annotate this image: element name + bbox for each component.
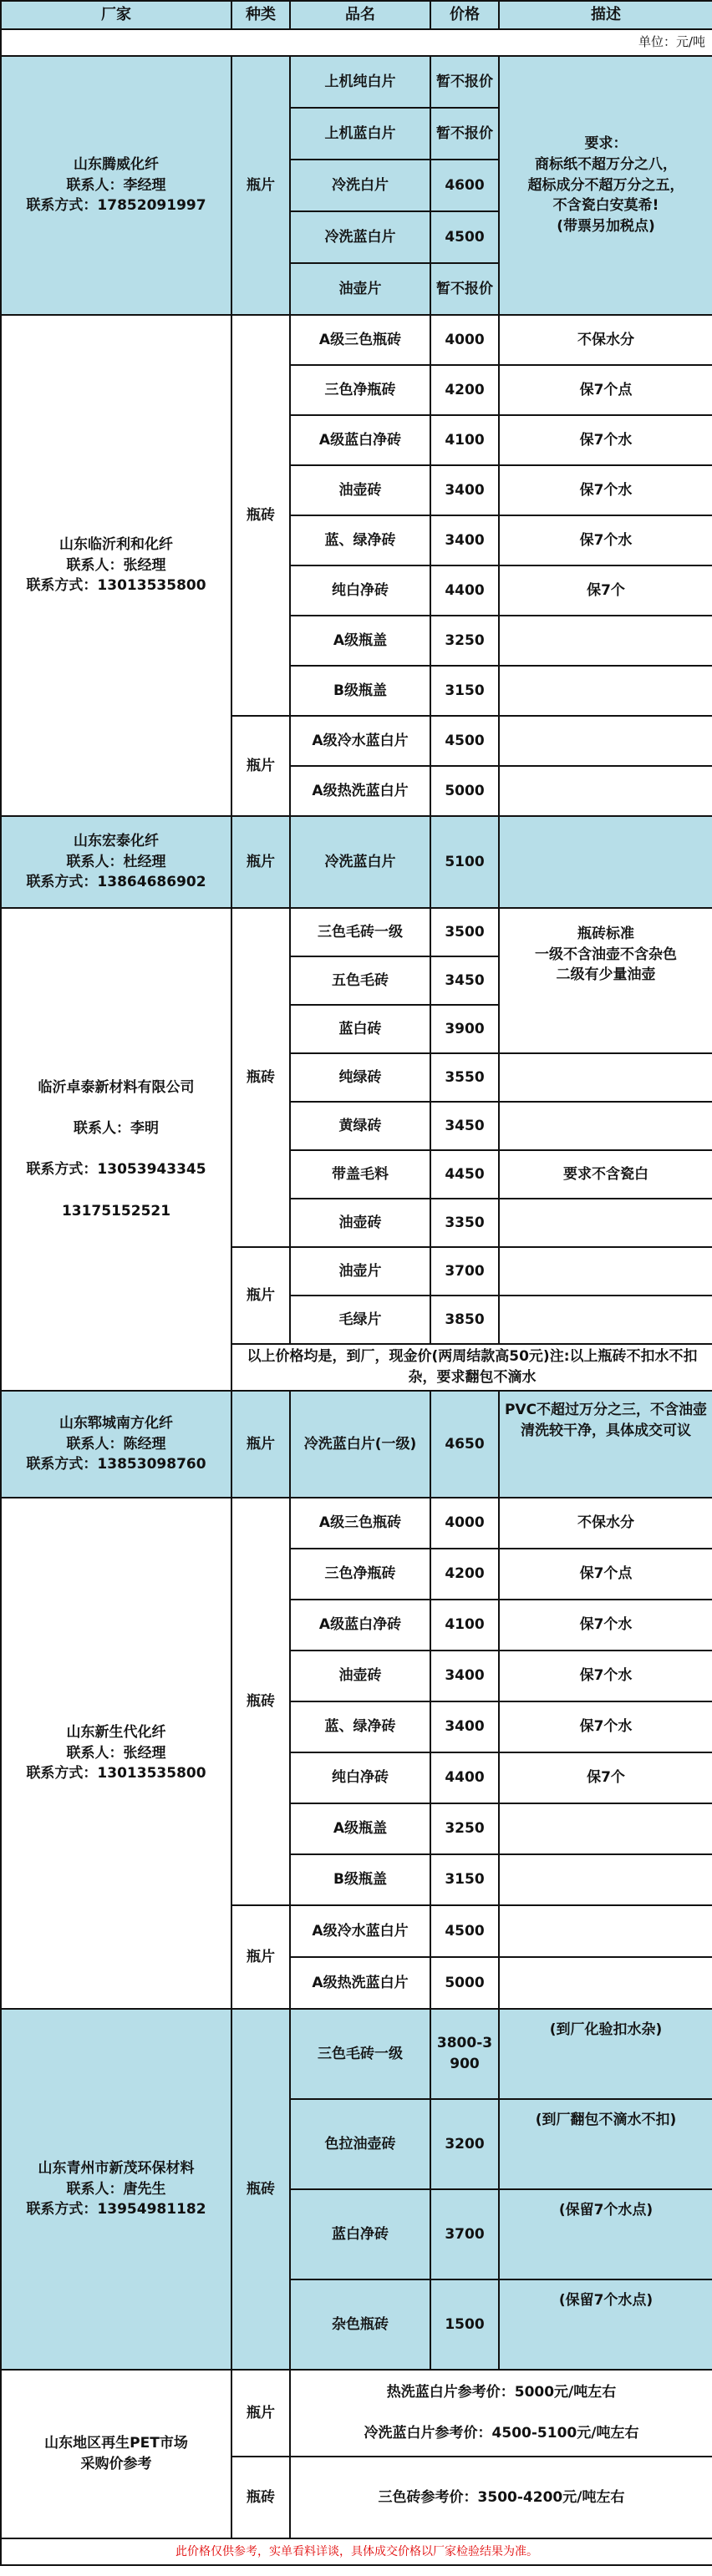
product-name: 冷洗蓝白片 bbox=[290, 816, 430, 908]
factory-name: 山东新生代化纤 bbox=[66, 1724, 166, 1742]
product-name: B级瓶盖 bbox=[290, 666, 430, 716]
product-name: 五色毛砖 bbox=[290, 956, 430, 1005]
factory-name: 山东临沂利和化纤 bbox=[59, 536, 173, 554]
product-price: 3400 bbox=[430, 1701, 499, 1752]
product-name: A级冷水蓝白片 bbox=[290, 716, 430, 766]
table-row bbox=[1, 56, 712, 108]
col-product: 品名 bbox=[290, 1, 430, 29]
product-name: 蓝白砖 bbox=[290, 1005, 430, 1053]
product-desc bbox=[499, 1957, 712, 2009]
product-price: 3700 bbox=[430, 1247, 499, 1296]
reference-price: 冷洗蓝白片参考价：4500-5100元/吨左右 bbox=[364, 2425, 639, 2442]
product-name: B级瓶盖 bbox=[290, 1854, 430, 1905]
factory-cell bbox=[1, 2009, 231, 2370]
product-price: 3500 bbox=[430, 908, 499, 956]
factory-phone: 联系方式：13864686902 bbox=[26, 874, 206, 891]
product-price: 4400 bbox=[430, 565, 499, 616]
product-desc: 保7个水 bbox=[499, 1651, 712, 1701]
unit-row bbox=[1, 29, 712, 56]
table-row bbox=[1, 2370, 712, 2457]
factory-name: 山东宏泰化纤 bbox=[74, 833, 159, 850]
product-desc bbox=[499, 716, 712, 766]
product-price: 4200 bbox=[430, 365, 499, 415]
category-cell: 瓶砖 bbox=[231, 908, 290, 1247]
factory-cell bbox=[1, 908, 231, 1391]
product-desc: (到厂翻包不滴水不扣) bbox=[499, 2099, 712, 2189]
factory-cell bbox=[1, 2370, 231, 2538]
product-price: 3250 bbox=[430, 616, 499, 666]
product-desc: (保留7个水点) bbox=[499, 2279, 712, 2370]
factory-contact: 联系人：杜经理 bbox=[66, 853, 166, 870]
product-name: 油壶砖 bbox=[290, 1651, 430, 1701]
product-name: 杂色瓶砖 bbox=[290, 2279, 430, 2370]
factory-name: 临沂卓泰新材料有限公司 bbox=[38, 1078, 195, 1096]
desc-line: 超标成分不超万分之五， bbox=[527, 176, 684, 194]
product-price: 暂不报价 bbox=[430, 56, 499, 108]
product-name: 蓝、绿净砖 bbox=[290, 1701, 430, 1752]
product-desc: 保7个水 bbox=[499, 465, 712, 515]
factory-phone: 联系方式：13954981182 bbox=[26, 2201, 206, 2219]
product-desc bbox=[499, 616, 712, 666]
product-price: 4400 bbox=[430, 1752, 499, 1803]
product-desc: 要求不含瓷白 bbox=[499, 1150, 712, 1199]
category-cell: 瓶片 bbox=[231, 1247, 290, 1344]
factory-contact: 联系人：张经理 bbox=[66, 1744, 166, 1762]
factory-phone: 联系方式：13853098760 bbox=[26, 1456, 206, 1473]
product-name: A级冷水蓝白片 bbox=[290, 1905, 430, 1957]
product-desc: 保7个 bbox=[499, 1752, 712, 1803]
product-price: 4450 bbox=[430, 1150, 499, 1199]
desc-line: 瓶砖标准 bbox=[577, 925, 634, 942]
col-desc: 描述 bbox=[499, 1, 712, 29]
product-name: 纯白净砖 bbox=[290, 1752, 430, 1803]
product-name: 黄绿砖 bbox=[290, 1102, 430, 1150]
product-name: A级蓝白净砖 bbox=[290, 415, 430, 465]
product-price: 5000 bbox=[430, 1957, 499, 2009]
product-desc bbox=[499, 666, 712, 716]
col-price: 价格 bbox=[430, 1, 499, 29]
product-price: 3800-3900 bbox=[430, 2009, 499, 2099]
product-name: 油壶砖 bbox=[290, 465, 430, 515]
product-price: 3250 bbox=[430, 1803, 499, 1854]
product-price: 5100 bbox=[430, 816, 499, 908]
product-desc: (到厂化验扣水杂) bbox=[499, 2009, 712, 2099]
category-cell: 瓶砖 bbox=[231, 2009, 290, 2370]
factory-name: 山东郓城南方化纤 bbox=[59, 1415, 173, 1433]
reference-price-cell: 三色砖参考价：3500-4200元/吨左右 bbox=[290, 2457, 712, 2538]
product-desc: 保7个水 bbox=[499, 515, 712, 565]
product-desc: (保留7个水点) bbox=[499, 2189, 712, 2279]
product-price: 3400 bbox=[430, 465, 499, 515]
product-name: 三色毛砖一级 bbox=[290, 908, 430, 956]
factory-cell bbox=[1, 56, 231, 315]
footer-row bbox=[1, 2538, 712, 2565]
product-name: A级瓶盖 bbox=[290, 1803, 430, 1854]
factory-phone-2: 13175152521 bbox=[61, 1202, 171, 1220]
table-row bbox=[1, 816, 712, 908]
desc-cell bbox=[499, 908, 712, 1053]
desc-line: 一级不含油壶不含杂色 bbox=[535, 946, 677, 963]
product-name: A级瓶盖 bbox=[290, 616, 430, 666]
product-price: 4000 bbox=[430, 1498, 499, 1549]
product-desc bbox=[499, 766, 712, 816]
product-desc bbox=[499, 1854, 712, 1905]
product-desc: PVC不超过万分之三，不含油壶清洗较干净，具体成交可议 bbox=[499, 1391, 712, 1498]
table-row bbox=[1, 315, 712, 365]
product-name: 油壶片 bbox=[290, 263, 430, 315]
product-name: 上机蓝白片 bbox=[290, 108, 430, 160]
product-price: 4200 bbox=[430, 1549, 499, 1600]
product-desc: 保7个水 bbox=[499, 1600, 712, 1651]
product-desc: 不保水分 bbox=[499, 1498, 712, 1549]
factory-phone: 联系方式：13053943345 bbox=[26, 1161, 206, 1179]
unit-label: 单位：元/吨 bbox=[1, 29, 712, 56]
product-price: 4100 bbox=[430, 1600, 499, 1651]
reference-price-cell bbox=[290, 2370, 712, 2457]
desc-line: 商标纸不超万分之八， bbox=[535, 156, 677, 174]
product-name: 纯白净砖 bbox=[290, 565, 430, 616]
category-cell: 瓶砖 bbox=[231, 1498, 290, 1905]
factory-phone: 联系方式：13013535800 bbox=[26, 577, 206, 595]
desc-line: 二级有少量油壶 bbox=[556, 966, 656, 984]
product-desc: 保7个 bbox=[499, 565, 712, 616]
desc-line: 不含瓷白安莫希! bbox=[552, 197, 659, 215]
product-name: A级蓝白净砖 bbox=[290, 1600, 430, 1651]
category-cell: 瓶砖 bbox=[231, 2457, 290, 2538]
desc-cell bbox=[499, 56, 712, 315]
product-price: 3400 bbox=[430, 515, 499, 565]
header-row bbox=[1, 1, 712, 29]
product-price: 3450 bbox=[430, 1102, 499, 1150]
product-price: 3150 bbox=[430, 1854, 499, 1905]
product-name: 三色净瓶砖 bbox=[290, 365, 430, 415]
market-subtitle: 采购价参考 bbox=[80, 2456, 152, 2472]
factory-phone: 联系方式：17852091997 bbox=[26, 197, 206, 215]
product-desc: 保7个点 bbox=[499, 365, 712, 415]
product-desc: 保7个水 bbox=[499, 1701, 712, 1752]
product-name: 冷洗蓝白片 bbox=[290, 211, 430, 263]
product-price: 3900 bbox=[430, 1005, 499, 1053]
product-name: 油壶砖 bbox=[290, 1199, 430, 1247]
factory-name: 山东腾威化纤 bbox=[74, 156, 159, 174]
col-category: 种类 bbox=[231, 1, 290, 29]
table-row bbox=[1, 1498, 712, 1549]
category-cell: 瓶片 bbox=[231, 816, 290, 908]
product-price: 3150 bbox=[430, 666, 499, 716]
product-name: 油壶片 bbox=[290, 1247, 430, 1296]
product-price: 4500 bbox=[430, 211, 499, 263]
category-cell: 瓶砖 bbox=[231, 315, 290, 716]
product-price: 3700 bbox=[430, 2189, 499, 2279]
factory-contact: 联系人：陈经理 bbox=[66, 1435, 166, 1453]
product-desc bbox=[499, 1199, 712, 1247]
product-desc bbox=[499, 1102, 712, 1150]
product-desc bbox=[499, 1053, 712, 1102]
factory-phone: 联系方式：13013535800 bbox=[26, 1765, 206, 1782]
disclaimer: 此价格仅供参考，实单看料详谈，具体成交价格以厂家检验结果为准。 bbox=[1, 2538, 712, 2565]
product-price: 3850 bbox=[430, 1296, 499, 1344]
product-price: 暂不报价 bbox=[430, 263, 499, 315]
product-name: A级三色瓶砖 bbox=[290, 1498, 430, 1549]
product-desc bbox=[499, 1905, 712, 1957]
product-price: 3200 bbox=[430, 2099, 499, 2189]
product-name: 蓝、绿净砖 bbox=[290, 515, 430, 565]
product-name: 三色毛砖一级 bbox=[290, 2009, 430, 2099]
product-price: 3400 bbox=[430, 1651, 499, 1701]
product-desc: 保7个水 bbox=[499, 415, 712, 465]
product-name: A级热洗蓝白片 bbox=[290, 1957, 430, 2009]
table-row bbox=[1, 1391, 712, 1498]
factory-cell bbox=[1, 1391, 231, 1498]
product-price: 3550 bbox=[430, 1053, 499, 1102]
product-name: A级三色瓶砖 bbox=[290, 315, 430, 365]
product-desc bbox=[499, 1296, 712, 1344]
product-name: 冷洗白片 bbox=[290, 160, 430, 211]
category-cell: 瓶片 bbox=[231, 1905, 290, 2009]
product-desc bbox=[499, 1247, 712, 1296]
product-name: 三色净瓶砖 bbox=[290, 1549, 430, 1600]
product-name: 纯绿砖 bbox=[290, 1053, 430, 1102]
factory-contact: 联系人：张经理 bbox=[66, 556, 166, 574]
product-desc: 保7个点 bbox=[499, 1549, 712, 1600]
product-price: 1500 bbox=[430, 2279, 499, 2370]
desc-line: (带票另加税点) bbox=[557, 217, 655, 235]
product-name: 冷洗蓝白片(一级) bbox=[290, 1391, 430, 1498]
product-price: 4100 bbox=[430, 415, 499, 465]
factory-cell bbox=[1, 816, 231, 908]
factory-contact: 联系人：唐先生 bbox=[66, 2180, 166, 2198]
product-price: 4600 bbox=[430, 160, 499, 211]
factory-contact: 联系人：李明 bbox=[74, 1120, 159, 1138]
product-name: 毛绿片 bbox=[290, 1296, 430, 1344]
product-price: 3350 bbox=[430, 1199, 499, 1247]
factory-cell bbox=[1, 1498, 231, 2009]
factory-contact: 联系人：李经理 bbox=[66, 176, 166, 194]
reference-price: 热洗蓝白片参考价：5000元/吨左右 bbox=[386, 2384, 617, 2401]
product-desc: 不保水分 bbox=[499, 315, 712, 365]
category-cell: 瓶片 bbox=[231, 716, 290, 816]
product-name: A级热洗蓝白片 bbox=[290, 766, 430, 816]
product-desc bbox=[499, 816, 712, 908]
category-cell: 瓶片 bbox=[231, 56, 290, 315]
factory-cell bbox=[1, 315, 231, 816]
product-price: 3450 bbox=[430, 956, 499, 1005]
product-price: 4500 bbox=[430, 716, 499, 766]
product-name: 上机纯白片 bbox=[290, 56, 430, 108]
product-name: 蓝白净砖 bbox=[290, 2189, 430, 2279]
category-cell: 瓶片 bbox=[231, 2370, 290, 2457]
product-name: 带盖毛料 bbox=[290, 1150, 430, 1199]
product-price: 4000 bbox=[430, 315, 499, 365]
product-price: 5000 bbox=[430, 766, 499, 816]
product-price: 4500 bbox=[430, 1905, 499, 1957]
factory-name: 山东青州市新茂环保材料 bbox=[38, 2160, 195, 2178]
product-price: 4650 bbox=[430, 1391, 499, 1498]
table-row bbox=[1, 908, 712, 956]
price-note: 以上价格均是，到厂，现金价(两周结款高50元)注:以上瓶砖不扣水不扣杂，要求翻包不滴水 bbox=[231, 1344, 712, 1391]
col-factory: 厂家 bbox=[1, 1, 231, 29]
product-name: 色拉油壶砖 bbox=[290, 2099, 430, 2189]
product-desc bbox=[499, 1803, 712, 1854]
product-price: 暂不报价 bbox=[430, 108, 499, 160]
table-row bbox=[1, 2009, 712, 2099]
desc-line: 要求： bbox=[584, 135, 628, 153]
market-name: 山东地区再生PET市场 bbox=[44, 2435, 188, 2452]
category-cell: 瓶片 bbox=[231, 1391, 290, 1498]
